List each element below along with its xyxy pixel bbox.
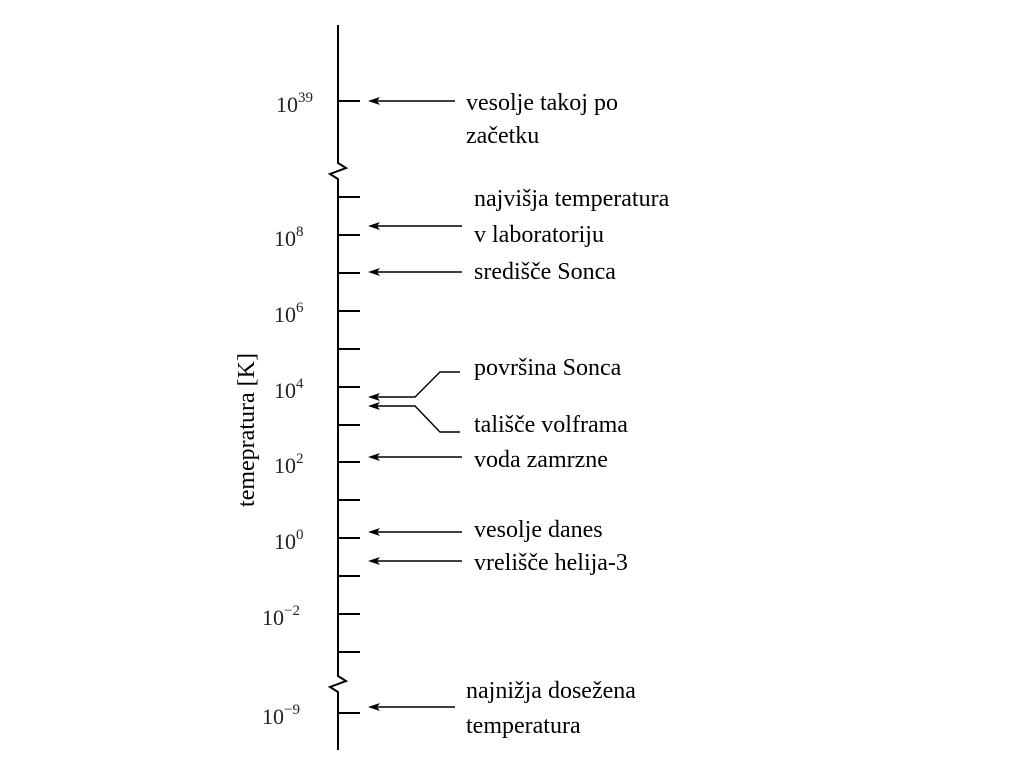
annotation-label: najvišja temperatura xyxy=(474,186,670,212)
arrow xyxy=(368,557,462,565)
annotation-label: v laboratoriju xyxy=(474,222,604,248)
arrows xyxy=(368,97,462,711)
axis-title: temepratura [K] xyxy=(234,353,260,507)
tick-label: $10^{-9}$ xyxy=(262,702,300,729)
tick-label: $10^8$ xyxy=(274,224,304,251)
tick-label: $10^4$ xyxy=(274,376,304,403)
arrow xyxy=(368,222,462,230)
tick-marks xyxy=(338,101,360,713)
annotation-label: površina Sonca xyxy=(474,355,622,381)
annotation-label: vrelišče helija-3 xyxy=(474,550,628,576)
tick-label: $10^0$ xyxy=(274,527,304,554)
tick-label: $10^{-2}$ xyxy=(262,603,300,630)
arrow xyxy=(368,97,455,105)
arrow-branch xyxy=(368,372,460,432)
annotation-label: središče Sonca xyxy=(474,259,616,285)
tick-label: $10^6$ xyxy=(274,300,304,327)
annotations xyxy=(466,90,670,739)
arrow xyxy=(368,268,462,276)
tick-labels xyxy=(262,90,313,729)
annotation-label: vesolje takoj po xyxy=(466,90,618,116)
annotation-label: tališče volframa xyxy=(474,412,628,438)
arrow xyxy=(368,453,462,461)
tick-label: $10^2$ xyxy=(274,451,304,478)
annotation-label: voda zamrzne xyxy=(474,447,608,473)
tick-label: $10^{39}$ xyxy=(276,90,313,117)
annotation-label: začetku xyxy=(466,123,540,149)
annotation-label: vesolje danes xyxy=(474,517,603,543)
arrow xyxy=(368,703,455,711)
arrow xyxy=(368,528,462,536)
annotation-label: najnižja dosežena xyxy=(466,678,636,704)
annotation-label: temperatura xyxy=(466,713,581,739)
